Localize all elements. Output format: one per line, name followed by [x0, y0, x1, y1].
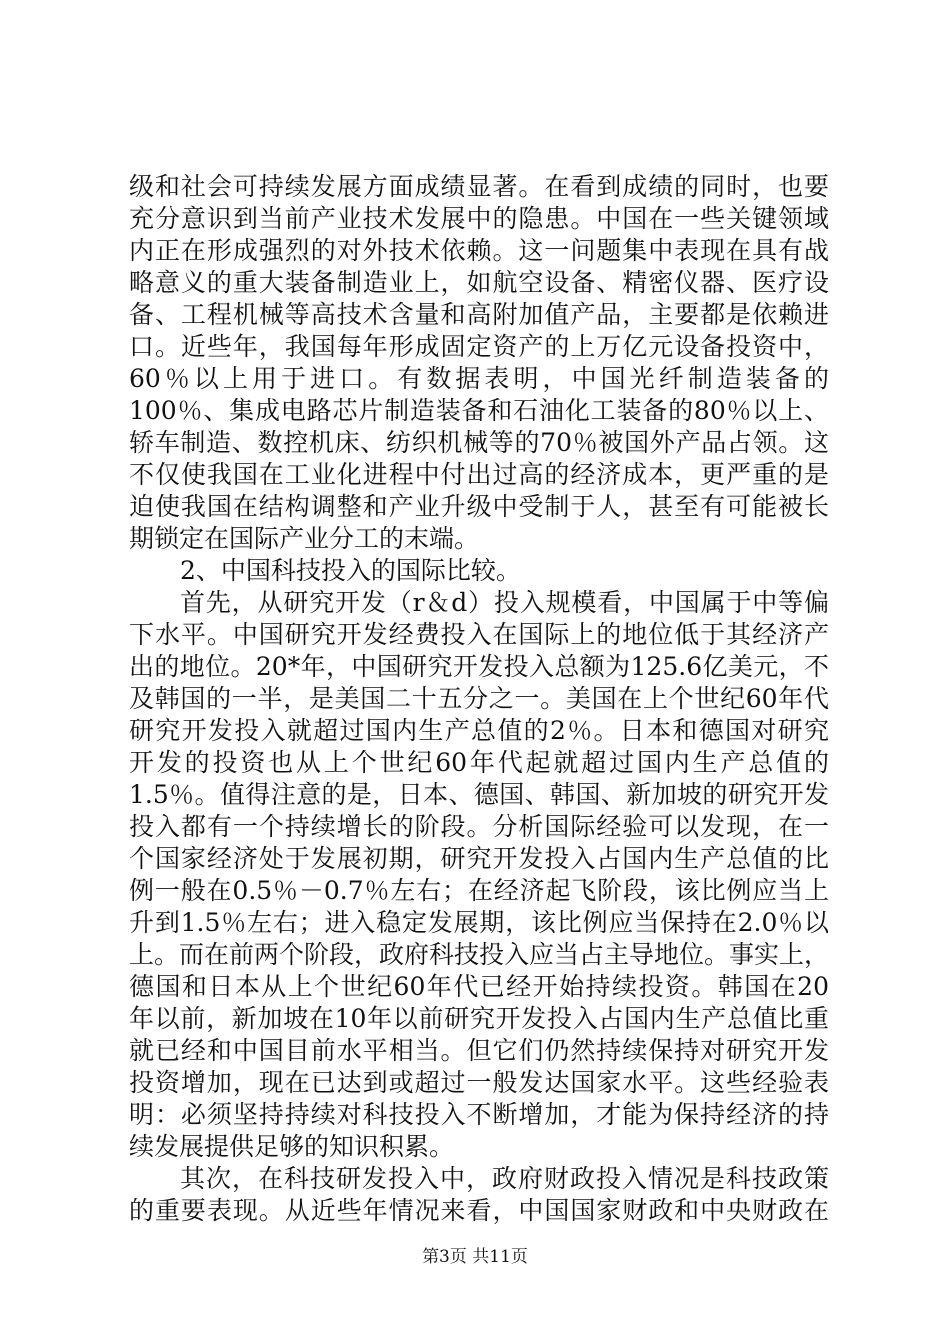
body-line: 的重要表现。从近些年情况来看，中国国家财政和中央财政在 — [129, 1196, 829, 1225]
paragraph-start-line: 其次，在科技研发投入中，政府财政投入情况是科技政策 — [180, 1164, 829, 1193]
body-line: 开发的投资也从上个世纪60年代起就超过国内生产总值的 — [129, 748, 829, 777]
body-line: 1.5％。值得注意的是，日本、德国、韩国、新加坡的研究开发 — [129, 780, 829, 809]
body-line: 60％以上用于进口。有数据表明，中国光纤制造装备的 — [129, 364, 829, 393]
body-line: 上。而在前两个阶段，政府科技投入应当占主导地位。事实上， — [129, 940, 830, 969]
body-line: 备、工程机械等高技术含量和高附加值产品，主要都是依赖进 — [129, 300, 829, 329]
body-line: 迫使我国在结构调整和产业升级中受制于人，甚至有可能被长 — [129, 492, 829, 521]
body-line: 下水平。中国研究开发经费投入在国际上的地位低于其经济产 — [129, 620, 829, 649]
body-line: 级和社会可持续发展方面成绩显著。在看到成绩的同时，也要 — [129, 172, 829, 201]
body-line: 投资增加，现在已达到或超过一般发达国家水平。这些经验表 — [129, 1068, 829, 1097]
section-heading: 2、中国科技投入的国际比较。 — [180, 556, 521, 585]
body-line: 充分意识到当前产业技术发展中的隐患。中国在一些关键领域 — [129, 204, 829, 233]
body-line: 个国家经济处于发展初期，研究开发投入占国内生产总值的比 — [129, 844, 829, 873]
body-line: 就已经和中国目前水平相当。但它们仍然持续保持对研究开发 — [129, 1036, 829, 1065]
body-line: 100％、集成电路芯片制造装备和石油化工装备的80％以上、 — [129, 396, 829, 425]
body-line: 投入都有一个持续增长的阶段。分析国际经验可以发现，在一 — [129, 812, 829, 841]
body-line: 出的地位。20*年，中国研究开发投入总额为125.6亿美元，不 — [129, 652, 829, 681]
body-line: 例一般在0.5％－0.7％左右；在经济起飞阶段，该比例应当上 — [129, 876, 829, 905]
body-line: 内正在形成强烈的对外技术依赖。这一问题集中表现在具有战 — [129, 236, 829, 265]
body-line: 口。近些年，我国每年形成固定资产的上万亿元设备投资中， — [129, 332, 829, 361]
body-line: 略意义的重大装备制造业上，如航空设备、精密仪器、医疗设 — [129, 268, 829, 297]
body-line: 升到1.5％左右；进入稳定发展期，该比例应当保持在2.0％以 — [129, 908, 829, 937]
body-line: 研究开发投入就超过国内生产总值的2％。日本和德国对研究 — [129, 716, 829, 745]
body-line: 明：必须坚持持续对科技投入不断增加，才能为保持经济的持 — [129, 1100, 829, 1129]
body-line: 年以前，新加坡在10年以前研究开发投入占国内生产总值比重 — [129, 1004, 829, 1033]
body-line: 德国和日本从上个世纪60年代已经开始持续投资。韩国在20 — [129, 972, 829, 1001]
paragraph-start-line: 首先，从研究开发（r＆d）投入规模看，中国属于中等偏 — [180, 588, 829, 617]
body-line: 及韩国的一半，是美国二十五分之一。美国在上个世纪60年代 — [129, 684, 829, 713]
body-line: 期锁定在国际产业分工的末端。 — [129, 524, 480, 553]
page-number-footer: 第3页 共11页 — [422, 1247, 528, 1267]
body-line: 不仅使我国在工业化进程中付出过高的经济成本，更严重的是 — [129, 460, 829, 489]
body-line: 续发展提供足够的知识积累。 — [129, 1132, 455, 1161]
body-line: 轿车制造、数控机床、纺织机械等的70％被国外产品占领。这 — [129, 428, 829, 457]
